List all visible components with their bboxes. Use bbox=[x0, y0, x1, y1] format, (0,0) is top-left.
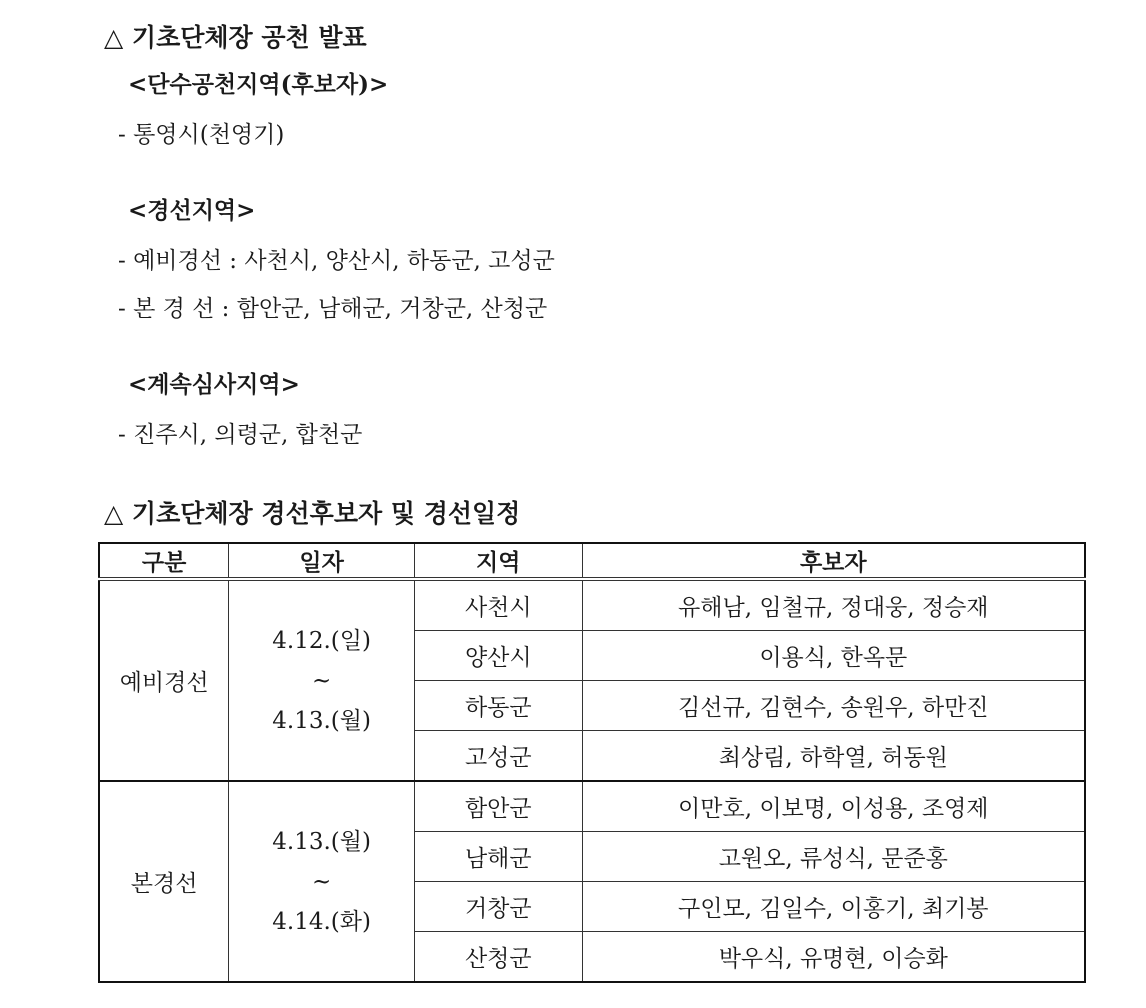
region-cell: 거창군 bbox=[414, 882, 582, 932]
main-contest-line: - 본 경 선 : 함안군, 남해군, 거창군, 산청군 bbox=[118, 296, 548, 322]
candidates-cell: 유해남, 임철규, 정대웅, 정승재 bbox=[582, 579, 1085, 631]
candidates-cell: 고원오, 류성식, 문준홍 bbox=[582, 832, 1085, 882]
section1-title: △ 기초단체장 공천 발표 bbox=[104, 23, 367, 52]
candidates-cell: 이용식, 한옥문 bbox=[582, 631, 1085, 681]
header-candidates: 후보자 bbox=[582, 543, 1085, 579]
sole-nomination-line: - 통영시(천영기) bbox=[118, 122, 285, 148]
region-cell: 고성군 bbox=[414, 731, 582, 782]
region-cell: 산청군 bbox=[414, 932, 582, 983]
date-end: 4.14.(화) bbox=[272, 908, 371, 935]
candidates-cell: 최상림, 하학열, 허동원 bbox=[582, 731, 1085, 782]
date-separator: ~ bbox=[311, 667, 332, 694]
date-start: 4.13.(월) bbox=[272, 828, 371, 855]
group-date-cell bbox=[229, 781, 415, 982]
table-row bbox=[99, 781, 1085, 832]
candidates-cell: 박우식, 유명현, 이승화 bbox=[582, 932, 1085, 983]
region-cell: 함안군 bbox=[414, 781, 582, 832]
region-cell: 하동군 bbox=[414, 681, 582, 731]
group-type-cell: 예비경선 bbox=[99, 579, 229, 781]
candidates-cell: 이만호, 이보명, 이성용, 조영제 bbox=[582, 781, 1085, 832]
review-heading: <계속심사지역> bbox=[128, 371, 300, 398]
header-date: 일자 bbox=[229, 543, 415, 579]
date-start: 4.12.(일) bbox=[272, 627, 371, 654]
date-separator: ~ bbox=[311, 868, 332, 895]
candidates-cell: 구인모, 김일수, 이홍기, 최기봉 bbox=[582, 882, 1085, 932]
table-header-row bbox=[99, 543, 1085, 579]
region-cell: 남해군 bbox=[414, 832, 582, 882]
group-type-cell: 본경선 bbox=[99, 781, 229, 982]
schedule-table bbox=[98, 542, 1086, 983]
prelim-contest-line: - 예비경선 : 사천시, 양산시, 하동군, 고성군 bbox=[118, 248, 555, 274]
header-category: 구분 bbox=[99, 543, 229, 579]
table-row bbox=[99, 579, 1085, 631]
header-region: 지역 bbox=[414, 543, 582, 579]
candidates-cell: 김선규, 김현수, 송원우, 하만진 bbox=[582, 681, 1085, 731]
sole-nomination-heading: <단수공천지역(후보자)> bbox=[128, 71, 389, 98]
region-cell: 양산시 bbox=[414, 631, 582, 681]
group-date-cell bbox=[229, 579, 415, 781]
contest-heading: <경선지역> bbox=[128, 197, 256, 224]
review-line: - 진주시, 의령군, 합천군 bbox=[118, 422, 363, 448]
section2-title: △ 기초단체장 경선후보자 및 경선일정 bbox=[104, 499, 521, 528]
region-cell: 사천시 bbox=[414, 579, 582, 631]
date-end: 4.13.(월) bbox=[272, 707, 371, 734]
